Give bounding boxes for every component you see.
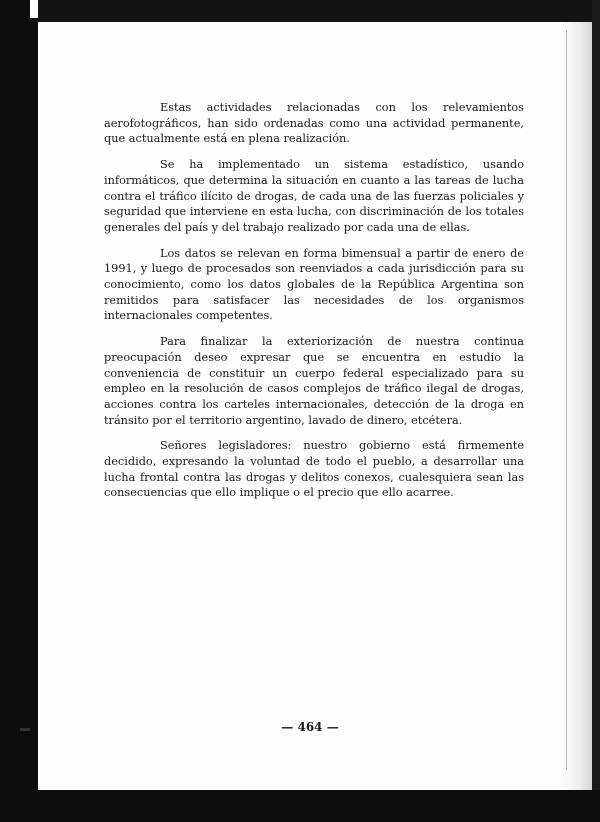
paragraph-2: Se ha implementado un sistema estadístico, usando informáticos, que determina la situación en cuanto a las tareas de lucha contra el tráfico ilícito de drogas, de cada una de las fuerzas policiales y seguridad que interviene en esta lucha, con discriminación de los totales generales del país y del trabajo realizado por cada una de ellas.: [104, 158, 524, 234]
page-edge-line: [566, 30, 567, 770]
scan-border-right: [592, 0, 600, 822]
scan-border-bottom: [0, 790, 600, 822]
paragraph-4: Para finalizar la exteriorización de nuestra continua preocupación deseo expresar que se encuentra en estudio la conveniencia de constituir un cuerpo federal especializado para su empleo en la resolución de casos complejos de tráfico ilegal de drogas, acciones contra los carteles internacionales, detección de la droga en tránsito por el territorio argentino, lavado de dinero, etcétera.: [104, 335, 524, 427]
scan-border-top: [30, 0, 600, 22]
paragraph-5: Señores legisladores: nuestro gobierno está firmemente decidido, expresando la voluntad de todo el pueblo, a desarrollar una lucha frontal contra las drogas y delitos conexos, cualesquiera sean las consecuencias que ello implique o el precio que ello acarree.: [104, 439, 524, 500]
paragraph-3: Los datos se relevan en forma bimensual a partir de enero de 1991, y luego de procesados son reenviados a cada jurisdicción para su conocimiento, como los datos globales de la República Argentina son remitidos para satisfacer las necesidades de los organismos internacionales competentes.: [104, 246, 524, 323]
document-body: [104, 100, 524, 511]
scan-border-left: [0, 0, 38, 822]
scan-artifact-mark: [20, 728, 30, 731]
scan-border-gap: [30, 0, 38, 18]
paragraph-1: Estas actividades relacionadas con los relevamientos aerofotográficos, han sido ordenadas como una actividad permanente, que actualmente está en plena realización.: [104, 101, 524, 146]
page-number: — 464 —: [281, 720, 339, 734]
